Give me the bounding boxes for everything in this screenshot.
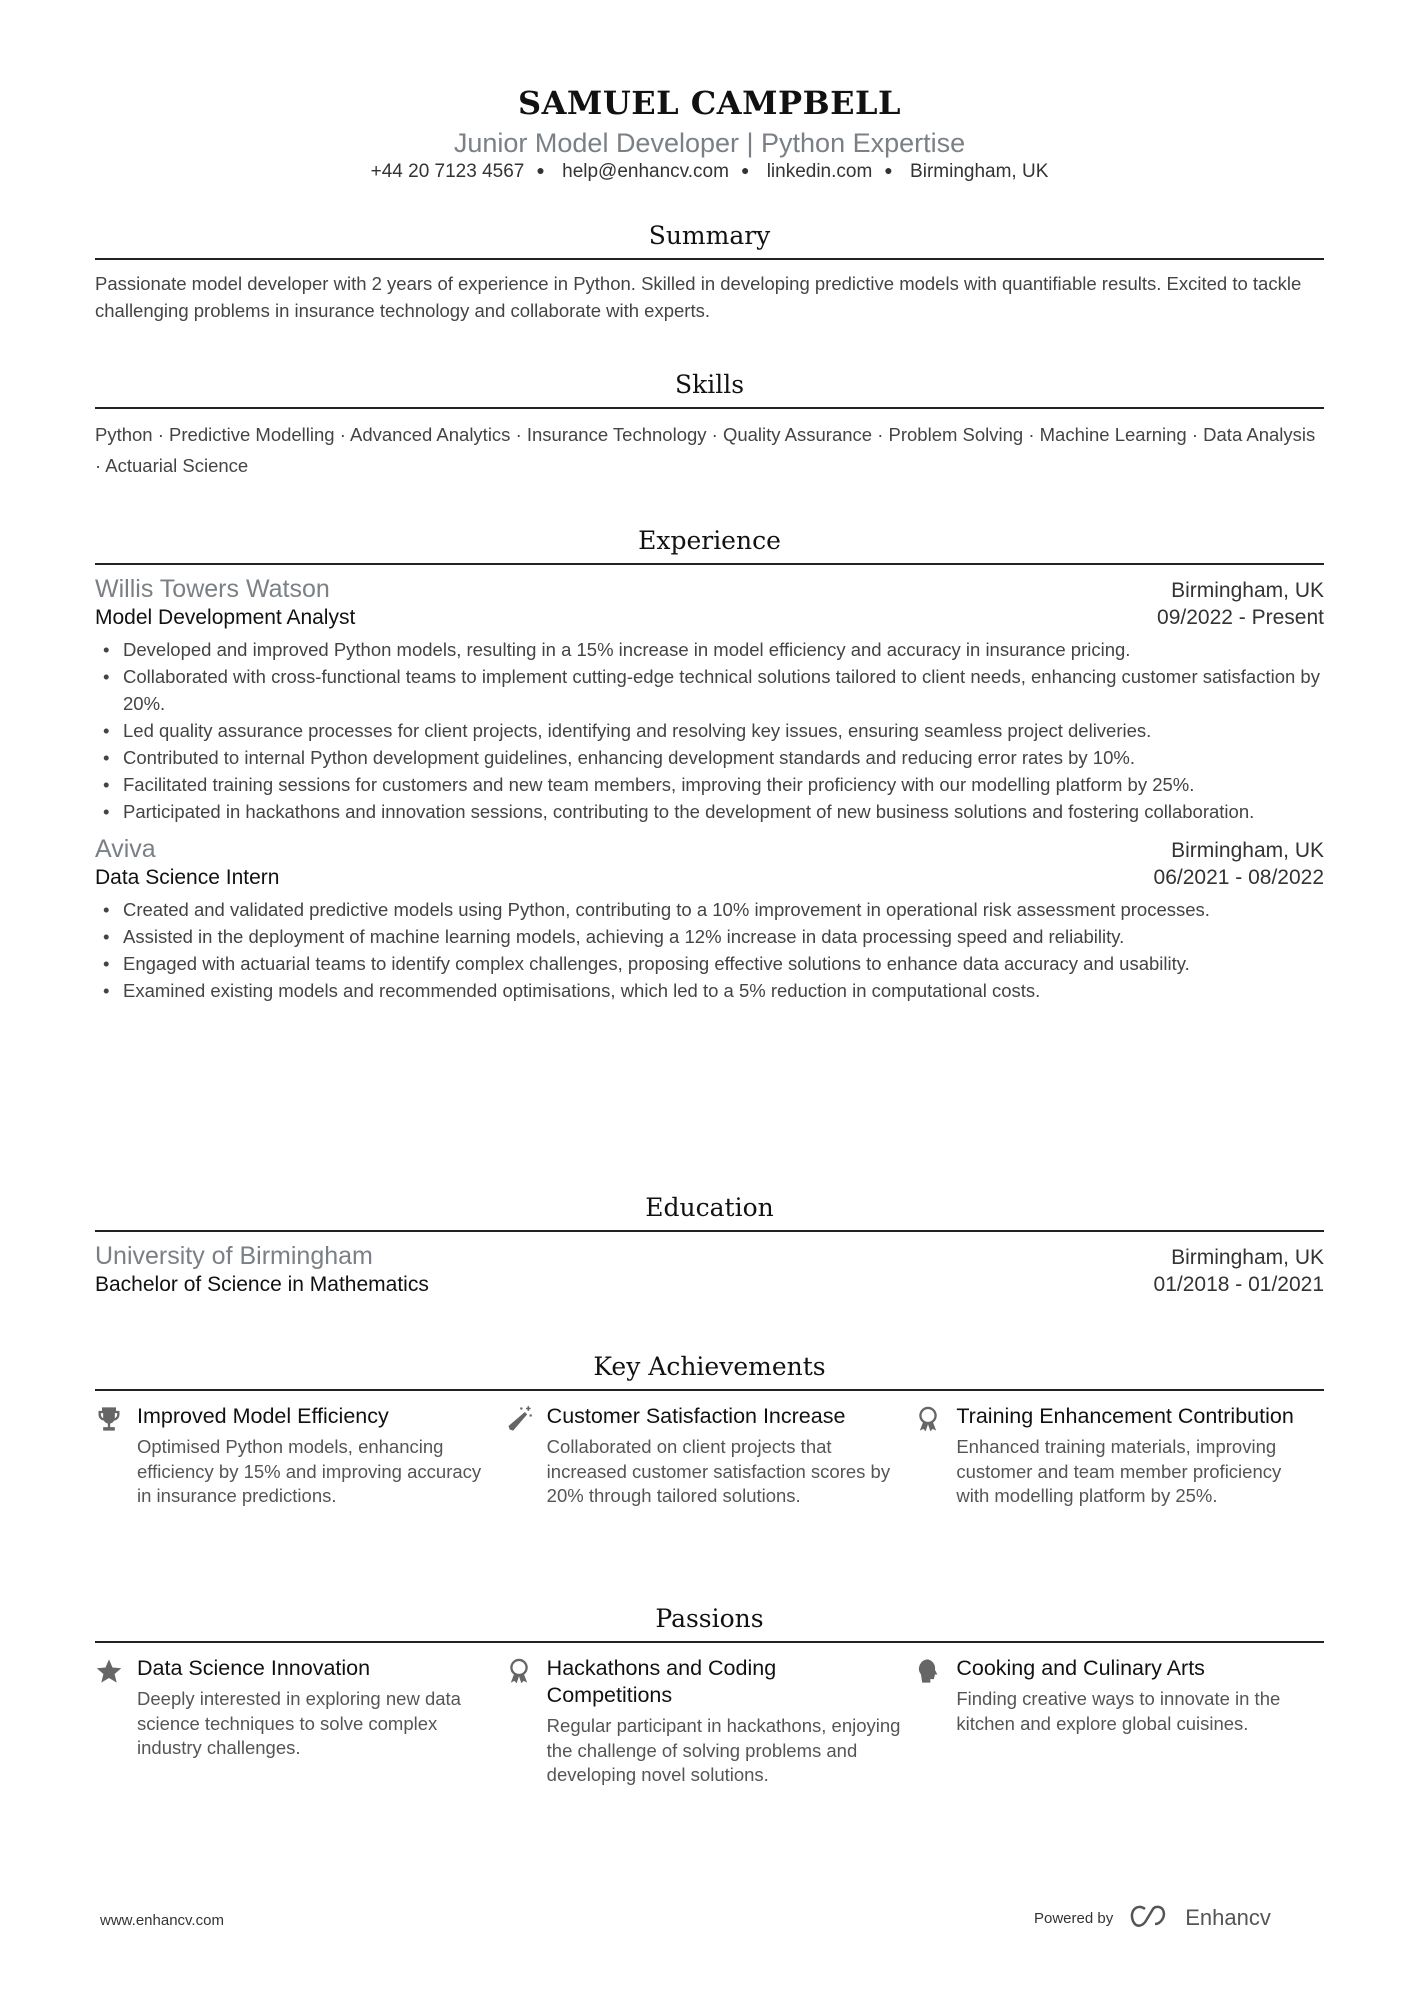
achievement-item	[505, 1403, 915, 1509]
achievement-desc: Collaborated on client projects that increased customer satisfaction scores by 20% through tailored solutions.	[546, 1436, 891, 1506]
passion-desc: Deeply interested in exploring new data science techniques to solve complex industry challenges.	[137, 1688, 461, 1758]
candidate-title: Junior Model Developer | Python Expertise	[453, 128, 966, 158]
candidate-name: SAMUEL CAMPBELL	[517, 84, 901, 122]
job-entry	[95, 575, 1324, 825]
section-heading: Education	[645, 1193, 774, 1222]
achievement-title: Customer Satisfaction Increase	[546, 1404, 846, 1428]
skills-section	[95, 368, 1324, 481]
achievement-item	[95, 1403, 505, 1509]
company-name: Aviva	[95, 835, 156, 863]
section-heading: Passions	[655, 1604, 764, 1633]
job-bullet: • Examined existing models and recommended optimisations, which led to a 5% reduction in computational costs.	[95, 977, 1324, 1004]
job-bullet: • Contributed to internal Python development guidelines, enhancing development standards and reducing error rates by 10%.	[95, 744, 1324, 771]
passion-title: Cooking and Culinary Arts	[956, 1656, 1205, 1680]
passion-desc: Regular participant in hackathons, enjoying the challenge of solving problems and developing novel solutions.	[546, 1715, 901, 1785]
job-location: Birmingham, UK	[1171, 839, 1324, 862]
experience-section	[95, 524, 1324, 1004]
job-dates: 06/2021 - 08/2022	[1153, 866, 1324, 889]
section-heading: Skills	[674, 370, 745, 399]
summary-section	[95, 219, 1324, 324]
passion-item	[914, 1655, 1324, 1788]
job-role: Model Development Analyst	[95, 606, 356, 629]
passion-item	[505, 1655, 915, 1788]
section-heading: Summary	[648, 221, 771, 250]
job-bullet: • Assisted in the deployment of machine learning models, achieving a 12% increase in data processing speed and reliability.	[95, 923, 1324, 950]
achievement-desc: Optimised Python models, enhancing efficiency by 15% and improving accuracy in insurance predictions.	[137, 1436, 482, 1506]
powered-by-label: Powered by	[1034, 1909, 1114, 1927]
award-ribbon-icon	[914, 1405, 942, 1433]
degree: Bachelor of Science in Mathematics	[95, 1273, 429, 1296]
passion-title: Hackathons and Coding Competitions	[546, 1656, 777, 1707]
summary-text: Passionate model developer with 2 years of experience in Python. Skilled in developing predictive models with quantifiable results. Excited to tackle challenging problems in insurance technology and collaborate with experts.	[95, 273, 1302, 321]
achievement-title: Improved Model Efficiency	[137, 1404, 389, 1428]
job-entry	[95, 835, 1324, 1004]
achievement-desc: Enhanced training materials, improving customer and team member proficiency with modelling platform by 25%.	[956, 1436, 1282, 1506]
education-section	[95, 1191, 1324, 1297]
section-heading: Experience	[638, 526, 781, 555]
job-bullet: • Developed and improved Python models, resulting in a 15% increase in model efficiency and accuracy in insurance pricing.	[95, 636, 1324, 663]
email[interactable]: help@enhancv.com	[562, 161, 729, 182]
award-ribbon-icon	[505, 1657, 533, 1685]
section-heading: Key Achievements	[593, 1352, 826, 1381]
magic-wand-icon	[505, 1405, 533, 1433]
achievements-section	[95, 1350, 1324, 1509]
location: Birmingham, UK	[910, 161, 1049, 182]
linkedin[interactable]: linkedin.com	[766, 161, 873, 182]
job-location: Birmingham, UK	[1171, 579, 1324, 602]
enhancv-logo-icon	[1127, 1905, 1171, 1931]
brand-name: Enhancv	[1185, 1905, 1271, 1930]
star-icon	[95, 1657, 123, 1685]
achievement-item	[914, 1403, 1324, 1509]
job-bullet: • Facilitated training sessions for customers and new team members, improving their proficiency with our modelling platform by 25%.	[95, 771, 1324, 798]
education-dates: 01/2018 - 01/2021	[1153, 1273, 1324, 1296]
skills-text: Python · Predictive Modelling · Advanced Analytics · Insurance Technology · Quality Assurance · Problem Solving · Machine Learning · Data Analysis · Actuarial Science	[95, 424, 1316, 476]
school-location: Birmingham, UK	[1171, 1246, 1324, 1269]
footer-branding	[1034, 1905, 1324, 1931]
company-name: Willis Towers Watson	[95, 575, 330, 603]
job-dates: 09/2022 - Present	[1157, 606, 1324, 629]
contact-info: +44 20 7123 4567 ● help@enhancv.com ● linkedin.com ● Birmingham, UK	[370, 161, 1049, 182]
passions-section	[95, 1602, 1324, 1788]
school-name: University of Birmingham	[95, 1242, 373, 1270]
job-bullet: • Participated in hackathons and innovation sessions, contributing to the development of new business solutions and fostering collaboration.	[95, 798, 1324, 825]
passion-title: Data Science Innovation	[137, 1656, 371, 1680]
passion-desc: Finding creative ways to innovate in the kitchen and explore global cuisines.	[956, 1688, 1281, 1734]
job-bullet: • Engaged with actuarial teams to identify complex challenges, proposing effective solutions to enhance data accuracy and usability.	[95, 950, 1324, 977]
passion-item	[95, 1655, 505, 1788]
job-bullet: • Led quality assurance processes for client projects, identifying and resolving key issues, ensuring seamless project deliveries.	[95, 717, 1324, 744]
footer-website[interactable]: www.enhancv.com	[100, 1912, 224, 1929]
job-bullet: • Collaborated with cross-functional teams to implement cutting-edge technical solutions tailored to client needs, enhancing customer satisfaction by 20%.	[95, 663, 1324, 717]
job-role: Data Science Intern	[95, 866, 280, 889]
phone: +44 20 7123 4567	[370, 161, 525, 182]
trophy-icon	[95, 1405, 123, 1433]
head-idea-icon	[914, 1657, 942, 1685]
achievement-title: Training Enhancement Contribution	[956, 1404, 1294, 1428]
job-bullet: • Created and validated predictive models using Python, contributing to a 10% improvement in operational risk assessment processes.	[95, 896, 1324, 923]
